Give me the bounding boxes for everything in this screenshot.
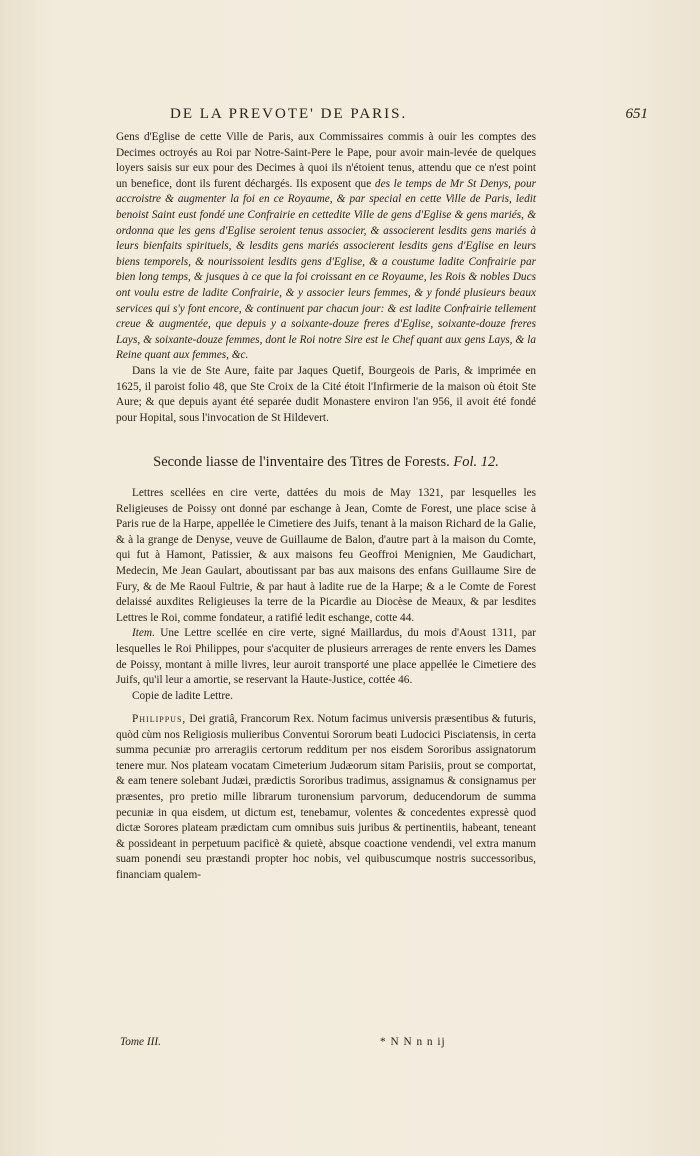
latin-charter-block [116, 712, 536, 884]
inventory-text-block [116, 486, 536, 704]
quoted-italic-text: des le temps de Mr St Denys, pour accroistre & augmenter la foi en ce Royaume, & par special en cette Ville de Paris, ledit benoist Saint eust fondé une Confrairie en cettedite Ville de gens d'Eglise & gens mariés, & ordonna que les gens d'Eglise seroient tenus associer, & associerent lesdits gens mariés à leurs bienfaits spirituels, & lesdits gens mariés associerent lesdits gens d'Eglise en leurs biens temporels, & nourissoient lesdits gens d'Eglise, & a coustume ladite Confrairie par bien long temps, & jusques à ce que la foi croissant en ce Royaume, les Rois & nobles Ducs ont voulu estre de ladite Confrairie, & y associer leurs femmes, & y fondé plusieurs beaux services qui s'y font encore, & continuent par chacun jour: & est ladite Confrairie tellement creue & augmentée, que depuis y a soixante-douze freres d'Eglise, soixante-douze freres Lays, & soixante-douze femmes, dont le Roi notre Sire est le Chef quant aux gens Lays, & la Reine quant aux femmes, &c. [116, 177, 537, 362]
paragraph [116, 130, 536, 364]
paragraph [116, 712, 536, 884]
paragraph: Copie de ladite Lettre. [132, 689, 234, 702]
opening-text-block [116, 130, 536, 426]
paragraph: Dans la vie de Ste Aure, faite par Jaques Quetif, Bourgeois de Paris, & imprimée en 1625, il paroist folio 48, que Ste Croix de la Cité étoit l'Infirmerie de la maison où étoit Ste Aure; & que depuis ayant été separée dudit Monastere environ l'an 956, il avoit été fondé pour Hopital, sous l'invocation de St Hildevert. [116, 364, 536, 424]
paragraph-text: Une Lettre scellée en cire verte, signé Maillardus, du mois d'Aoust 1311, par lesquelles le Roi Philippes, pour s'acquiter de plusieurs arrerages de rente envers les Dames de Poissy, montant à mille livres, leur auroit transporté une place appellée le Cimetiere des Juifs, qu'il leur a amortie, se reservant la Haute-Justice, cottée 46. [116, 627, 536, 687]
section-heading [116, 454, 536, 471]
paragraph-text: Gens d'Eglise de cette Ville de Paris, aux Commissaires commis à ouir les comptes des Decimes octroyés au Roi par Notre-Saint-Pere le Pape, pour avoir main-levée de quelques loyers saisis sur eux pour des Decimes à quoi ils n'étoient tenus, attendu que ce n'est point un benefice, dont ils furent déchargés. Ils exposent que [116, 131, 536, 190]
section-folio: Fol. 12. [453, 454, 499, 470]
paragraph-text: Dei gratiâ, Francorum Rex. Notum facimus universis præsentibus & futuris, quòd cùm nos Religiosis mulieribus Conventui Sororum beati Ludocici Pisciatensis, in certa summa pecuniæ pro arreragiis certorum redditum per nos eisdem Sororibus assignatorum tenere mur. Nos plateam vocatam Cimeterium Judæorum sitam Parisiis, prout se comportat, & eam tenere solebant Judæi, prædictis Sororibus tradimus, assignamus & consignamus per præsentes, pro pretio mille librarum turonensium parvorum, deducendorum de summa pecuniæ in qua eisdem, ut dictum est, tenebamur, volentes & concedentes expressè quod dictæ Sorores plateam prædictam cum omnibus suis juribus & pertinentiis, habeant, teneant & possideant in perpetuum pacificè & quietè, absque coactione vendendi, vel extra manum suam ponendi seu præstandi propter hoc nobis, vel quibuscumque nostris successoribus, financiam qualem- [116, 713, 537, 881]
tome-label: Tome III. [120, 1036, 162, 1048]
paragraph [116, 626, 536, 688]
page-number: 651 [625, 106, 648, 122]
signature-mark: * N N n n ij [380, 1036, 446, 1048]
running-title: DE LA PREVOTE' DE PARIS. [170, 106, 408, 122]
paragraph: Lettres scellées en cire verte, dattées du mois de May 1321, par lesquelles les Religieuses de Poissy ont donné par eschange à Jean, Comte de Forest, une place scise à Paris rue de la Harpe, appellée le Cimetiere des Juifs, tenant à la maison Richard de la Galie, & à la grange de Denyse, veuve de Guillaume de Balon, d'autre part à la maison du Comte, qui fut à Hamont, Patissier, & aux maisons feu Geoffroi Menignien, Me Gaudichart, Medecin, Me Jean Gaulart, aboutissant par bas aux maisons des enfans Guillaume Sire de Fury, & de Me Raoul Fultrie, & par haut à ladite rue de la Harpe; & a le Comte de Forest delaissé auxdites Religieuses la terre de la Picardie au Diocèse de Meaux, & par lesdites Lettres le Roi, comme fondateur, a ratifié ledit eschange, cotte 44. [116, 487, 536, 624]
charter-lead-word: Philippus, [132, 713, 187, 725]
section-heading-text: Seconde liasse de l'inventaire des Titres de Forests. [153, 454, 450, 470]
item-label: Item. [132, 627, 155, 640]
